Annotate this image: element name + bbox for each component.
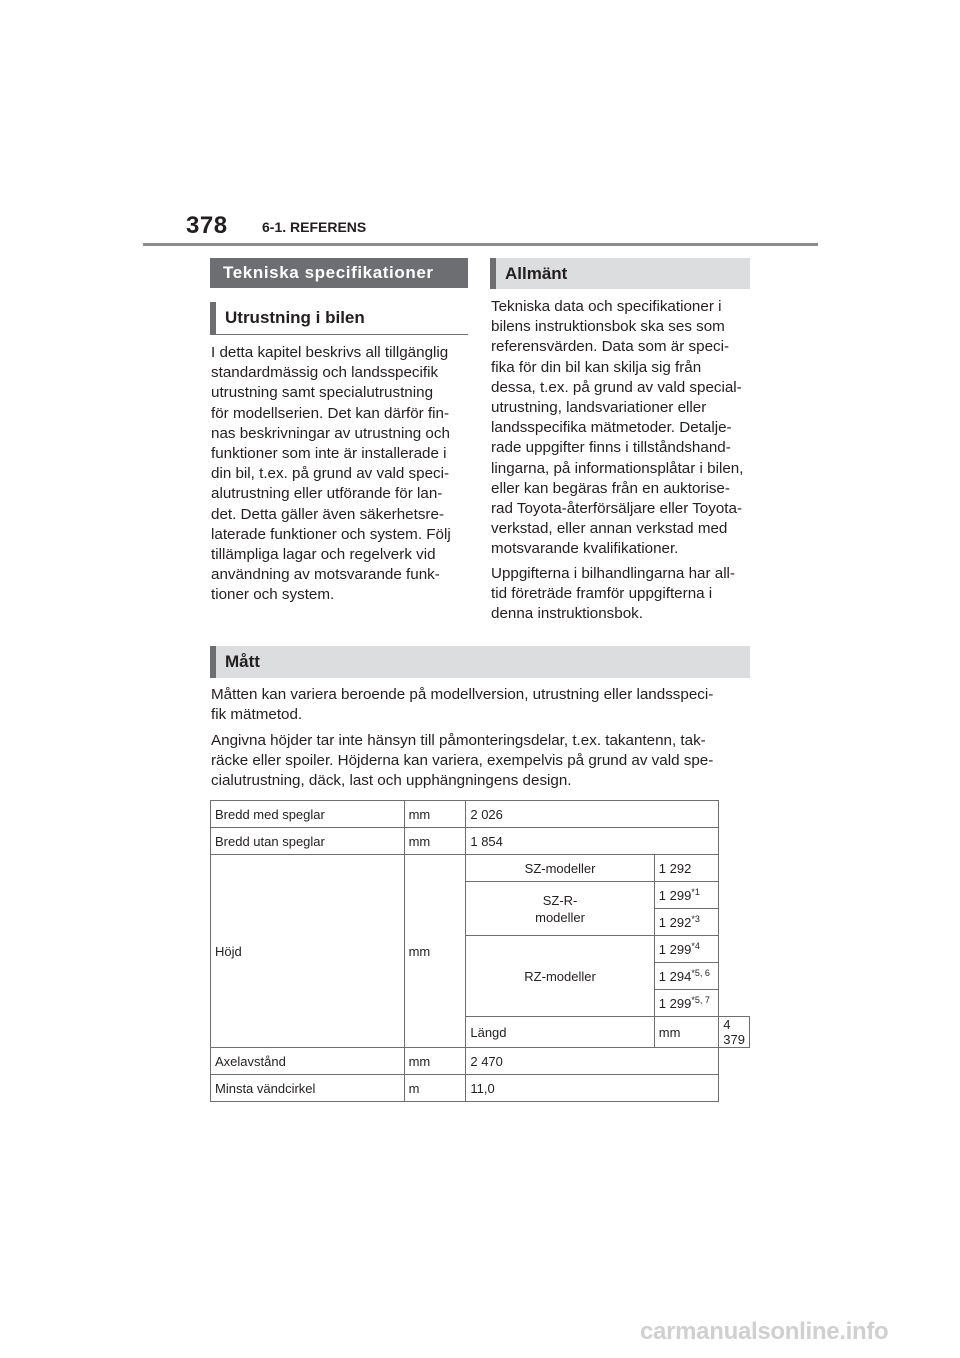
- footnote-mark: *1: [691, 886, 700, 897]
- text-line: tid företräde framför uppgifterna i: [491, 585, 713, 603]
- value-text: 1 299: [658, 887, 692, 903]
- text-line: dessa, t.ex. på grund av vald special-: [491, 378, 742, 396]
- table-cell-value: 4 379: [719, 1017, 750, 1048]
- text-line: rad Toyota-återförsäljare eller Toyota-: [491, 500, 742, 518]
- watermark-text: carmanualsonline.info: [640, 1318, 889, 1345]
- footnote-mark: *4: [691, 940, 700, 951]
- intro-paragraph: [211, 343, 473, 606]
- text-line: tillämpliga lagar och regelverk vid: [211, 546, 436, 564]
- model-label-line: SZ-R-: [542, 892, 578, 908]
- matt-paragraph: [211, 685, 756, 725]
- footnote-mark: *5, 6: [691, 967, 710, 978]
- text-line: funktioner som inte är installerade i: [211, 445, 447, 463]
- text-line: räcke eller spoiler. Höjderna kan variera, exempelvis på grund av vald spe-: [211, 752, 714, 770]
- text-line: utrustning, landsvariationer eller: [491, 399, 707, 417]
- text-line: din bil, t.ex. på grund av vald speci-: [211, 465, 450, 483]
- allmant-paragraph-2: [491, 564, 756, 625]
- table-cell-value: [654, 990, 719, 1017]
- table-cell-value: 2 470: [466, 1048, 719, 1075]
- text-line: lingarna, på informationsplåtar i bilen,: [491, 459, 744, 477]
- text-line: denna instruktionsbok.: [491, 605, 643, 623]
- value-text: 1 299: [658, 995, 692, 1011]
- table-cell-value: [654, 963, 719, 990]
- text-line: nas beskrivningar av utrustning och: [211, 424, 450, 442]
- table-cell-model: RZ-modeller: [466, 936, 654, 1017]
- text-line: för modellserien. Det kan därför fin-: [211, 404, 450, 422]
- table-row: [211, 1075, 750, 1102]
- value-text: 1 299: [658, 941, 692, 957]
- table-cell-unit: mm: [404, 855, 466, 1048]
- table-cell-model: SZ-modeller: [466, 855, 654, 882]
- table-cell-value: 1 854: [466, 828, 719, 855]
- table-cell-value: [654, 882, 719, 909]
- table-cell-value: [654, 909, 719, 936]
- text-line: motsvarande kvalifikationer.: [491, 540, 679, 558]
- table-cell-label: Höjd: [211, 855, 405, 1048]
- text-line: det. Detta gäller även säkerhetsre-: [211, 505, 444, 523]
- table-cell-label: Bredd utan speglar: [211, 828, 405, 855]
- dimensions-table: [210, 800, 750, 1102]
- text-line: landsspecifika mätmetoder. Detalje-: [491, 419, 732, 437]
- page-number: 378: [186, 212, 228, 239]
- text-line: användning av motsvarande funk-: [211, 566, 440, 584]
- section-title-matt: Mått: [210, 646, 750, 678]
- allmant-paragraph: [491, 297, 756, 560]
- text-line: eller kan begäras från en auktorise-: [491, 479, 730, 497]
- footnote-mark: *3: [691, 913, 700, 924]
- text-line: fika för din bil kan skilja sig från: [491, 358, 702, 376]
- table-cell-unit: mm: [404, 801, 466, 828]
- text-line: standardmässig och landsspecifik: [211, 364, 439, 382]
- table-row: [211, 1048, 750, 1075]
- text-line: alutrustning eller utförande för lan-: [211, 485, 443, 503]
- text-line: bilens instruktionsbok ska ses som: [491, 318, 725, 336]
- text-line: verkstad, eller annan verkstad med: [491, 520, 728, 538]
- value-text: 1 294: [658, 968, 692, 984]
- text-line: cialutrustning, däck, last och upphängningens design.: [211, 772, 572, 790]
- table-cell-label: Axelavstånd: [211, 1048, 405, 1075]
- table-row: [211, 855, 750, 882]
- text-line: Uppgifterna i bilhandlingarna har all-: [491, 565, 735, 582]
- table-cell-unit: mm: [404, 828, 466, 855]
- text-line: Tekniska data och specifikationer i: [491, 298, 722, 315]
- text-line: Angivna höjder tar inte hänsyn till påmonteringsdelar, t.ex. takantenn, tak-: [211, 732, 706, 749]
- section-reference: 6-1. REFERENS: [262, 219, 367, 235]
- model-label-line: modeller: [535, 909, 585, 925]
- table-cell-unit: m: [404, 1075, 466, 1102]
- table-cell-label: Bredd med speglar: [211, 801, 405, 828]
- table-cell-value: 11,0: [466, 1075, 719, 1102]
- value-text: 1 292: [658, 914, 692, 930]
- table-row: [211, 828, 750, 855]
- matt-paragraph-2: [211, 731, 756, 792]
- text-line: referensvärden. Data som är speci-: [491, 338, 730, 356]
- text-line: laterade funktioner och system. Följ: [211, 525, 451, 543]
- section-title-tekniska-specifikationer: Tekniska specifikationer: [210, 258, 468, 288]
- header-divider: [143, 243, 818, 246]
- table-cell-value: 2 026: [466, 801, 719, 828]
- text-line: tioner och system.: [211, 586, 335, 604]
- table-cell-unit: mm: [654, 1017, 719, 1048]
- table-cell-unit: mm: [404, 1048, 466, 1075]
- table-cell-value: [654, 936, 719, 963]
- table-cell-value: 1 292: [654, 855, 719, 882]
- text-line: fik mätmetod.: [211, 706, 303, 724]
- subsection-title-utrustning: Utrustning i bilen: [210, 302, 468, 335]
- section-title-allmant: Allmänt: [490, 258, 750, 289]
- table-cell-label: Minsta vändcirkel: [211, 1075, 405, 1102]
- table-cell-label: Längd: [466, 1017, 654, 1048]
- footnote-mark: *5, 7: [691, 994, 710, 1005]
- text-line: Måtten kan variera beroende på modellversion, utrustning eller landsspeci-: [211, 686, 714, 703]
- text-line: rade uppgifter finns i tillståndshand-: [491, 439, 731, 457]
- table-cell-model: [466, 882, 654, 936]
- table-row: [211, 801, 750, 828]
- text-line: I detta kapitel beskrivs all tillgänglig: [211, 344, 449, 361]
- text-line: utrustning samt specialutrustning: [211, 384, 434, 402]
